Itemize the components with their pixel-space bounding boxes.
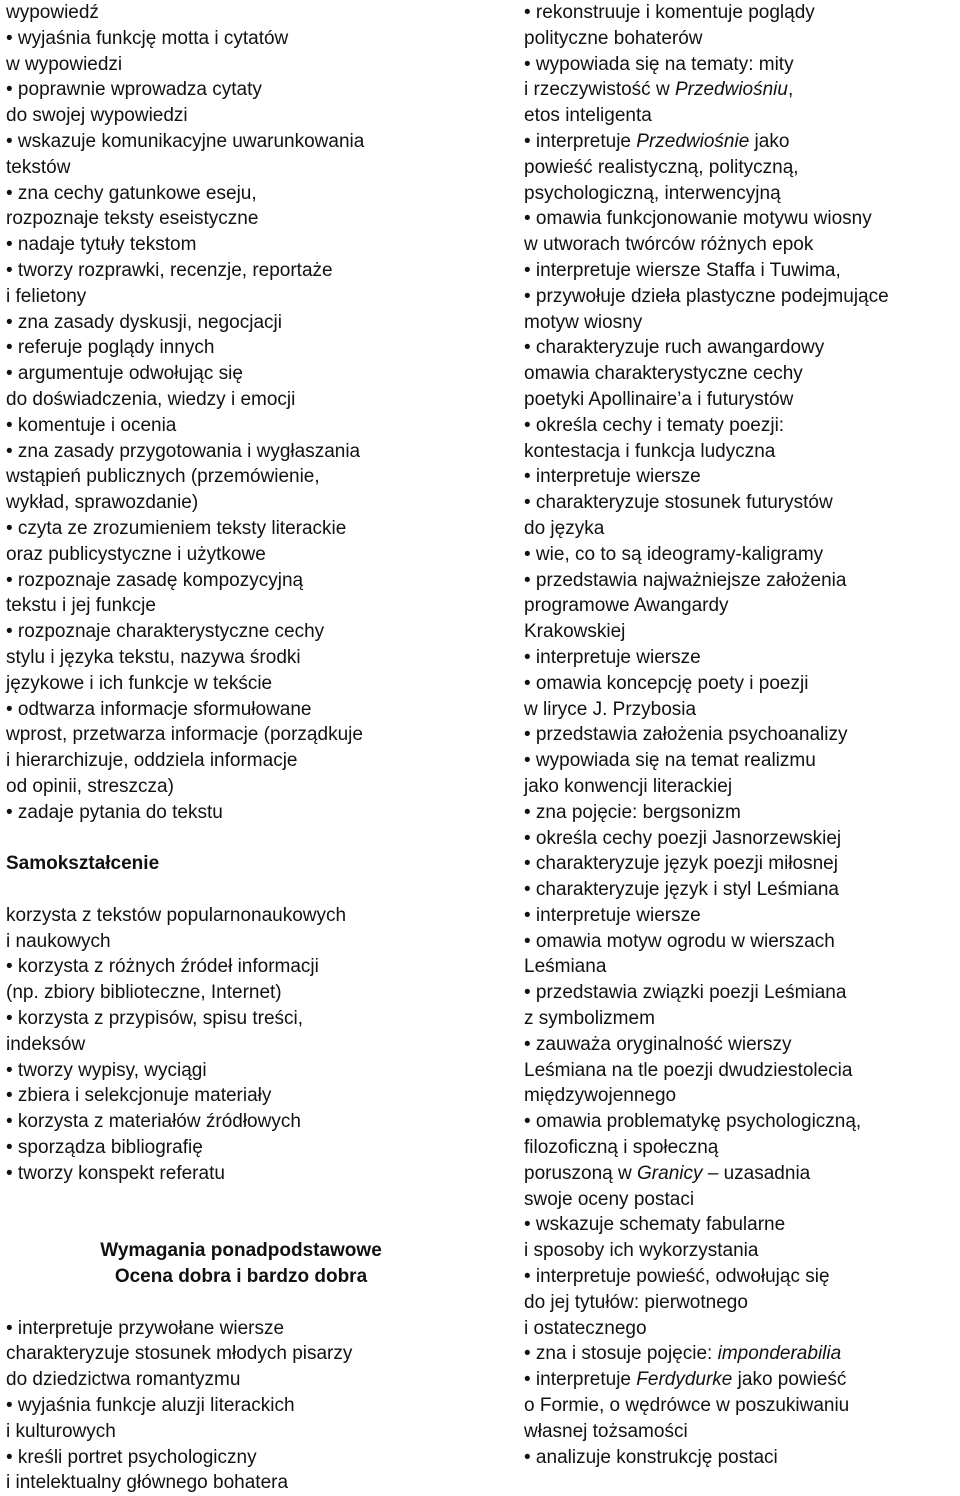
text-line [6, 464, 476, 490]
text-line [6, 0, 476, 26]
bullet-item [6, 258, 476, 284]
bullet-item [6, 1058, 476, 1084]
text-line [6, 929, 476, 955]
text-line [6, 387, 476, 413]
bullet-item [524, 1264, 960, 1290]
text-line [524, 954, 960, 980]
line-text: • zadaje pytania do tekstu [6, 801, 223, 823]
text-line [524, 103, 960, 129]
line-text: • nadaje tytuły tekstom [6, 234, 197, 256]
line-text: • wie, co to są ideogramy-kaligramy [524, 543, 824, 565]
line-text: • charakteryzuje język i styl Leśmiana [524, 879, 839, 901]
line-text: • interpretuje [524, 130, 637, 152]
line-text: Krakowskiej [524, 621, 626, 643]
text-line [524, 1290, 960, 1316]
line-text: • tworzy wypisy, wyciągi [6, 1059, 207, 1081]
line-text: etos inteligenta [524, 105, 652, 127]
italic-title: Przedwiośniu [674, 79, 788, 101]
bullet-item [6, 1316, 476, 1342]
blank-line [6, 1290, 476, 1316]
line-text: Samokształcenie [6, 853, 160, 875]
line-text: międzywojennego [524, 1085, 677, 1107]
line-text: Leśmiana [524, 956, 607, 978]
line-text: • analizuje konstrukcję postaci [524, 1446, 778, 1468]
text-line [6, 903, 476, 929]
bullet-item [524, 1445, 960, 1471]
blank-line [6, 877, 476, 903]
line-text: • przedstawia założenia psychoanalizy [524, 724, 848, 746]
line-text: • wyjaśnia funkcję motta i cytatów [6, 27, 289, 49]
line-text: • przedstawia związki poezji Leśmiana [524, 982, 847, 1004]
line-text: • interpretuje wiersze [524, 904, 701, 926]
line-text: • czyta ze zrozumieniem teksty literackie [6, 517, 347, 539]
line-text: tekstów [6, 156, 71, 178]
text-line [6, 645, 476, 671]
line-text: do dziedzictwa romantyzmu [6, 1369, 241, 1391]
line-text: o Formie, o wędrówce w poszukiwaniu [524, 1395, 850, 1417]
text-line [6, 542, 476, 568]
line-text: • określa cechy poezji Jasnorzewskiej [524, 827, 842, 849]
line-text: • przedstawia najważniejsze założenia [524, 569, 847, 591]
bullet-item [6, 232, 476, 258]
line-text: i felietony [6, 285, 87, 307]
line-text: • interpretuje powieść, odwołując się [524, 1266, 830, 1288]
line-text: • rekonstruuje i komentuje poglądy [524, 2, 815, 23]
line-text: programowe Awangardy [524, 595, 729, 617]
line-text: oraz publicystyczne i użytkowe [6, 543, 266, 565]
bullet-item [524, 284, 960, 310]
line-text: • omawia koncepcję poety i poezji [524, 672, 809, 694]
line-text: psychologiczną, interwencyjną [524, 182, 781, 204]
text-line [6, 1470, 476, 1496]
line-text: i hierarchizuje, oddziela informacje [6, 750, 298, 772]
line-text: • korzysta z różnych źródeł informacji [6, 956, 319, 978]
text-line [524, 697, 960, 723]
bullet-item [524, 851, 960, 877]
line-text: • charakteryzuje ruch awangardowy [524, 337, 825, 359]
line-text: • poprawnie wprowadza cytaty [6, 79, 262, 101]
blank-line [6, 826, 476, 852]
section-heading [6, 1238, 476, 1264]
bullet-item [6, 1109, 476, 1135]
line-text: charakteryzuje stosunek młodych pisarzy [6, 1343, 353, 1365]
line-text: i kulturowych [6, 1420, 116, 1442]
bullet-item [524, 722, 960, 748]
line-text: Leśmiana na tle poezji dwudziestolecia [524, 1059, 853, 1081]
bullet-item [524, 1032, 960, 1058]
text-line [524, 1058, 960, 1084]
bullet-item [6, 516, 476, 542]
section-heading [6, 851, 476, 877]
italic-title: imponderabilia [717, 1343, 842, 1365]
line-text: • argumentuje odwołując się [6, 363, 243, 385]
text-line [6, 671, 476, 697]
line-text: • zna cechy gatunkowe eseju, [6, 182, 257, 204]
text-line [6, 1032, 476, 1058]
text-line [524, 1393, 960, 1419]
line-text: • charakteryzuje język poezji miłosnej [524, 853, 838, 875]
line-text: filozoficzną i społeczną [524, 1137, 719, 1159]
line-text: • wskazuje komunikacyjne uwarunkowania [6, 130, 365, 152]
line-text: wykład, sprawozdanie) [6, 492, 199, 514]
bullet-item [524, 1341, 960, 1367]
text-line [524, 1187, 960, 1213]
bullet-item [6, 335, 476, 361]
line-text: Wymagania ponadpodstawowe [100, 1240, 382, 1262]
text-line [6, 103, 476, 129]
bullet-item [524, 335, 960, 361]
text-line [524, 619, 960, 645]
text-line [524, 516, 960, 542]
line-text: rozpoznaje teksty eseistyczne [6, 208, 259, 230]
line-text: • zauważa oryginalność wierszy [524, 1033, 792, 1055]
bullet-item [6, 1006, 476, 1032]
bullet-item [6, 1393, 476, 1419]
line-text: • określa cechy i tematy poezji: [524, 414, 785, 436]
line-text: • rozpoznaje zasadę kompozycyjną [6, 569, 304, 591]
line-text: w utworach twórców różnych epok [524, 234, 814, 256]
text-line [524, 593, 960, 619]
line-text: do doświadczenia, wiedzy i emocji [6, 388, 296, 410]
line-text: • referuje poglądy innych [6, 337, 215, 359]
line-text: • omawia funkcjonowanie motywu wiosny [524, 208, 872, 230]
bullet-item [524, 1367, 960, 1393]
bullet-item [524, 0, 960, 26]
text-line [6, 206, 476, 232]
text-line [6, 284, 476, 310]
line-text: • interpretuje wiersze Staffa i Tuwima, [524, 259, 841, 281]
line-text: do jej tytułów: pierwotnego [524, 1291, 748, 1313]
bullet-item [524, 52, 960, 78]
line-text: • komentuje i ocenia [6, 414, 177, 436]
bullet-item [524, 800, 960, 826]
line-text: i naukowych [6, 930, 111, 952]
italic-title: Granicy [637, 1162, 703, 1184]
line-text: poruszoną w [524, 1162, 638, 1184]
line-text: omawia charakterystyczne cechy [524, 363, 803, 385]
bullet-item [6, 619, 476, 645]
line-text: do języka [524, 517, 605, 539]
line-text: • rozpoznaje charakterystyczne cechy [6, 621, 325, 643]
line-text: • tworzy konspekt referatu [6, 1162, 225, 1184]
bullet-item [524, 206, 960, 232]
bullet-item [524, 1109, 960, 1135]
text-line [6, 1419, 476, 1445]
bullet-item [524, 490, 960, 516]
bullet-item [6, 697, 476, 723]
bullet-item [524, 903, 960, 929]
bullet-item [524, 413, 960, 439]
left-column [6, 0, 476, 1496]
italic-title: Ferdydurke [636, 1369, 733, 1391]
line-text: powieść realistyczną, polityczną, [524, 156, 799, 178]
bullet-item [524, 464, 960, 490]
line-text: indeksów [6, 1033, 86, 1055]
text-line [524, 1316, 960, 1342]
bullet-item [6, 181, 476, 207]
line-text: i intelektualny głównego bohatera [6, 1472, 289, 1494]
line-text: i sposoby ich wykorzystania [524, 1240, 759, 1262]
line-text: • zna zasady przygotowania i wygłaszania [6, 440, 361, 462]
text-line [6, 722, 476, 748]
blank-line [6, 1212, 476, 1238]
line-text-after: jako [749, 130, 790, 152]
bullet-item [6, 26, 476, 52]
text-line [524, 1006, 960, 1032]
text-line [524, 155, 960, 181]
bullet-item [6, 361, 476, 387]
bullet-item [524, 568, 960, 594]
bullet-item [524, 1212, 960, 1238]
text-line [524, 439, 960, 465]
line-text: tekstu i jej funkcje [6, 595, 156, 617]
line-text: korzysta z tekstów popularnonaukowych [6, 904, 347, 926]
line-text: własnej tożsamości [524, 1420, 688, 1442]
line-text: • omawia problematykę psychologiczną, [524, 1111, 862, 1133]
line-text: w wypowiedzi [6, 53, 123, 75]
line-text: • sporządza bibliografię [6, 1137, 203, 1159]
line-text: językowe i ich funkcje w tekście [6, 672, 273, 694]
text-line [6, 155, 476, 181]
line-text: • zna zasady dyskusji, negocjacji [6, 311, 282, 333]
bullet-item [524, 645, 960, 671]
line-text: • wskazuje schematy fabularne [524, 1214, 786, 1236]
bullet-item [6, 800, 476, 826]
line-text: polityczne bohaterów [524, 27, 703, 49]
bullet-item [524, 129, 960, 155]
bullet-item [524, 929, 960, 955]
bullet-item [524, 748, 960, 774]
line-text-after: jako powieść [732, 1369, 847, 1391]
text-line [524, 1238, 960, 1264]
line-text: swoje oceny postaci [524, 1188, 695, 1210]
text-line [6, 593, 476, 619]
line-text: • wypowiada się na temat realizmu [524, 750, 816, 772]
bullet-item [6, 1161, 476, 1187]
line-text: • odtwarza informacje sformułowane [6, 698, 312, 720]
bullet-item [6, 439, 476, 465]
line-text: wypowiedź [6, 2, 99, 23]
line-text: • omawia motyw ogrodu w wierszach [524, 930, 835, 952]
text-line [524, 310, 960, 336]
text-line [6, 1341, 476, 1367]
text-line [524, 1161, 960, 1187]
text-line [524, 181, 960, 207]
blank-line [6, 1187, 476, 1213]
line-text: z symbolizmem [524, 1008, 655, 1030]
text-line [6, 748, 476, 774]
line-text: Ocena dobra i bardzo dobra [114, 1266, 368, 1288]
text-line [6, 774, 476, 800]
line-text: • interpretuje przywołane wiersze [6, 1317, 285, 1339]
right-column [524, 0, 960, 1470]
text-line [6, 980, 476, 1006]
line-text: od opinii, streszcza) [6, 775, 174, 797]
line-text: wprost, przetwarza informacje (porządkuje [6, 724, 363, 746]
text-line [524, 774, 960, 800]
line-text: • zna pojęcie: bergsonizm [524, 801, 741, 823]
bullet-item [6, 1083, 476, 1109]
text-line [524, 77, 960, 103]
text-line [524, 1419, 960, 1445]
text-line [6, 52, 476, 78]
line-text: jako konwencji literackiej [524, 775, 733, 797]
bullet-item [524, 826, 960, 852]
line-text: kontestacja i funkcja ludyczna [524, 440, 776, 462]
line-text: • interpretuje wiersze [524, 646, 701, 668]
line-text: • kreśli portret psychologiczny [6, 1446, 257, 1468]
line-text: do swojej wypowiedzi [6, 105, 188, 127]
line-text: • tworzy rozprawki, recenzje, reportaże [6, 259, 333, 281]
text-line [524, 387, 960, 413]
text-line [6, 1367, 476, 1393]
italic-title: Przedwiośnie [636, 130, 750, 152]
line-text: • interpretuje wiersze [524, 466, 701, 488]
bullet-item [6, 954, 476, 980]
bullet-item [524, 258, 960, 284]
text-line [524, 361, 960, 387]
text-line [524, 1135, 960, 1161]
bullet-item [6, 1135, 476, 1161]
line-text: wstąpień publicznych (przemówienie, [6, 466, 320, 488]
text-line [524, 26, 960, 52]
line-text: • korzysta z przypisów, spisu treści, [6, 1008, 304, 1030]
line-text: (np. zbiory biblioteczne, Internet) [6, 982, 282, 1004]
bullet-item [6, 310, 476, 336]
line-text: • zbiera i selekcjonuje materiały [6, 1085, 272, 1107]
bullet-item [6, 129, 476, 155]
line-text: • interpretuje [524, 1369, 637, 1391]
text-line [524, 232, 960, 258]
bullet-item [524, 542, 960, 568]
bullet-item [6, 568, 476, 594]
section-heading [6, 1264, 476, 1290]
bullet-item [524, 877, 960, 903]
line-text: i rzeczywistość w [524, 79, 675, 101]
line-text: • wypowiada się na tematy: mity [524, 53, 794, 75]
line-text: • przywołuje dzieła plastyczne podejmujące [524, 285, 889, 307]
line-text: • wyjaśnia funkcje aluzji literackich [6, 1395, 295, 1417]
text-line [524, 1083, 960, 1109]
bullet-item [6, 77, 476, 103]
line-text: • korzysta z materiałów źródłowych [6, 1111, 301, 1133]
bullet-item [6, 1445, 476, 1471]
line-text: w liryce J. Przybosia [524, 698, 697, 720]
line-text-after: – uzasadnia [702, 1162, 811, 1184]
line-text-after: , [787, 79, 794, 101]
line-text: stylu i języka tekstu, nazywa środki [6, 646, 301, 668]
bullet-item [524, 671, 960, 697]
bullet-item [524, 980, 960, 1006]
text-line [6, 490, 476, 516]
line-text: i ostatecznego [524, 1317, 647, 1339]
line-text: • charakteryzuje stosunek futurystów [524, 492, 833, 514]
line-text: motyw wiosny [524, 311, 643, 333]
line-text: • zna i stosuje pojęcie: [524, 1343, 718, 1365]
bullet-item [6, 413, 476, 439]
line-text: poetyki Apollinaire’a i futurystów [524, 388, 794, 410]
